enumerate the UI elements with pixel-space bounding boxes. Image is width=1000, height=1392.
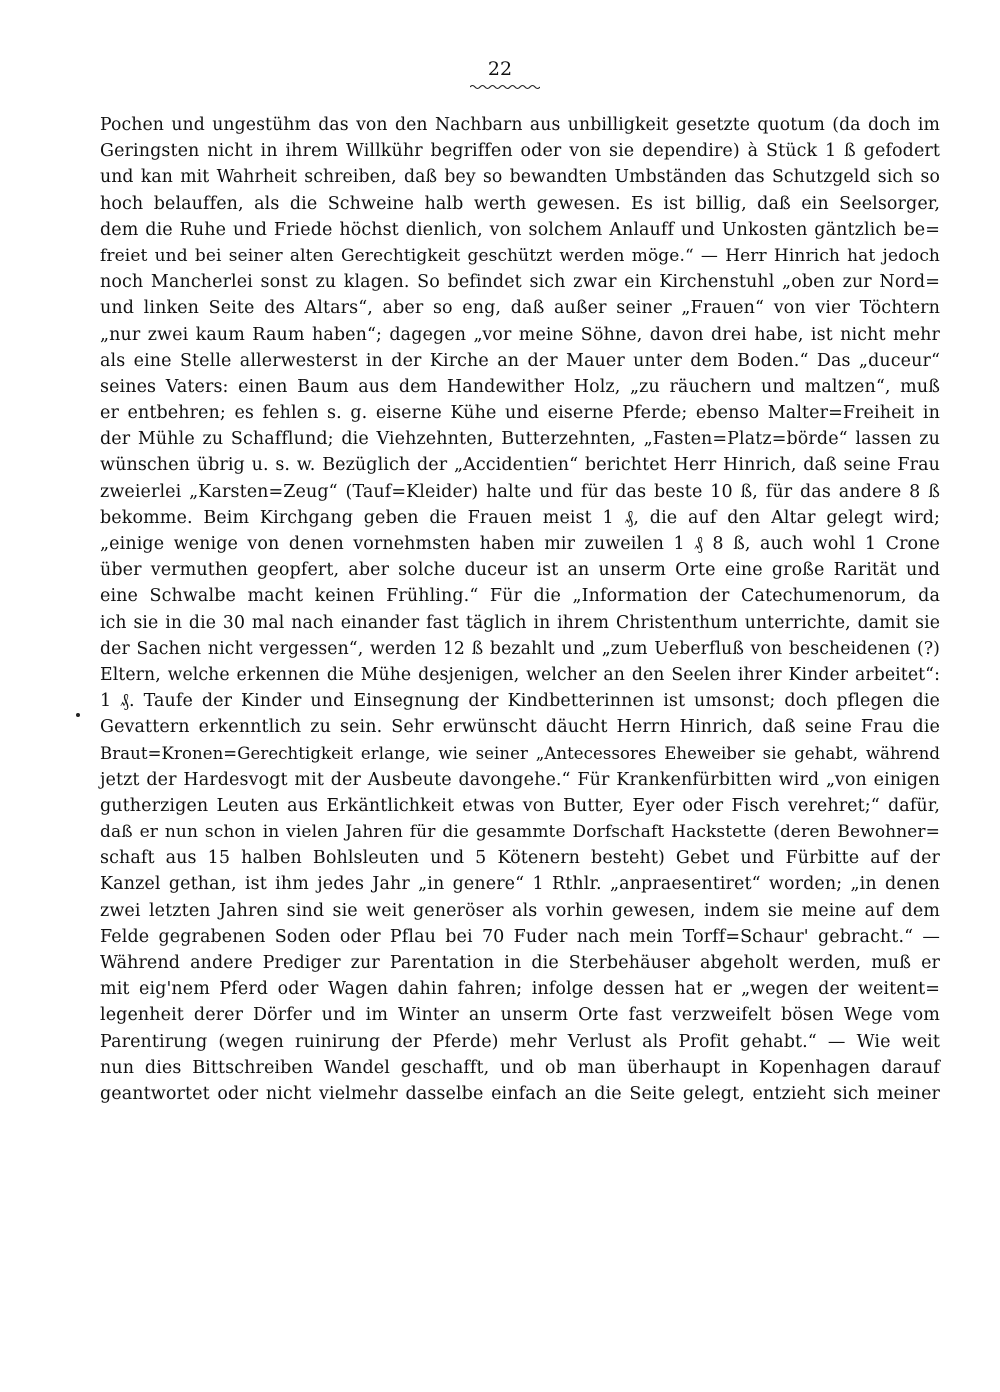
text-line: seines Vaters: einen Baum aus dem Handewither Holz, „zu räuchern und maltzen“, muß	[100, 376, 940, 397]
text-line: noch Mancherlei sonst zu klagen. So befindet sich zwar ein Kirchenstuhl „oben zur Nord=	[100, 272, 940, 293]
text-line: bekomme. Beim Kirchgang geben die Frauen meist 1 ₰, die auf den Altar gelegt wird;	[100, 507, 940, 528]
text-line: jetzt der Hardesvogt mit der Ausbeute davongehe.“ Für Krankenfürbitten wird „von einigen	[100, 769, 940, 790]
text-line: zweierlei „Karsten=Zeug“ (Tauf=Kleider) halte und für das beste 10 ß, für das andere 8 ß	[100, 481, 940, 502]
text-line: Felde gegrabenen Soden oder Pflau bei 70 Fuder nach mein Torff=Schaur' gebracht.“ —	[100, 926, 940, 947]
text-line: Braut=Kronen=Gerechtigkeit erlange, wie seiner „Antecessores Eheweiber sie gehabt, während	[100, 743, 940, 763]
text-line: zwei letzten Jahren sind sie weit generöser als vorhin gewesen, indem sie meine auf dem	[100, 900, 940, 921]
text-line: über vermuthen geopfert, aber solche duceur ist an unserm Orte eine große Rarität und	[100, 560, 940, 581]
text-line: ich sie in die 30 mal nach einander fast täglich in ihrem Christenthum unterrichte, damit sie	[100, 612, 940, 633]
text-line: „einige wenige von denen vornehmsten haben mir zuweilen 1 ₰ 8 ß, auch wohl 1 Crone	[100, 534, 940, 554]
text-line: der Mühle zu Schafflund; die Viehzehnten, Butterzehnten, „Fasten=Platz=börde“ lassen zu	[100, 429, 940, 450]
text-line: gutherzigen Leuten aus Erkäntlichkeit etwas von Butter, Eyer oder Fisch verehret;“ dafür,	[100, 795, 940, 816]
text-line: geantwortet oder nicht vielmehr dasselbe einfach an die Seite gelegt, entzieht sich meiner	[100, 1083, 940, 1104]
text-line: er entbehren; es fehlen s. g. eiserne Kühe und eiserne Pferde; ebenso Malter=Freiheit in	[100, 403, 940, 424]
text-line: der Sachen nicht vergessen“, werden 12 ß bezahlt und „zum Ueberfluß von bescheidenen (?)	[100, 638, 940, 659]
page-header	[0, 58, 1000, 80]
text-line: schaft aus 15 halben Bohlsleuten und 5 Kötenern besteht) Gebet und Fürbitte auf der	[100, 848, 940, 869]
text-line: wünschen übrig u. s. w. Bezüglich der „Accidentien“ berichtet Herr Hinrich, daß seine Frau	[100, 455, 940, 476]
text-line: Parentirung (wegen ruinirung der Pferde) mehr Verlust als Profit gehabt.“ — Wie weit	[100, 1031, 940, 1052]
page-number: 22	[487, 58, 513, 80]
text-line: als eine Stelle allerwesterst in der Kirche an der Mauer unter dem Boden.“ Das „duceur“	[100, 350, 940, 371]
text-line: und linken Seite des Altars“, aber so eng, daß außer seiner „Frauen“ von vier Töchtern	[100, 298, 940, 319]
margin-mark	[76, 713, 80, 717]
text-line: dem die Ruhe und Friede höchst dienlich, von solchem Anlauff und Unkosten gäntzlich be=	[100, 219, 940, 240]
text-line: 1 ₰. Taufe der Kinder und Einsegnung der Kindbetterinnen ist umsonst; doch pflegen die	[100, 691, 940, 712]
text-line: Eltern, welche erkennen die Mühe desjenigen, welcher an den Seelen ihrer Kinder arbeitet“:	[100, 664, 940, 685]
text-line: Kanzel gethan, ist ihm jedes Jahr „in genere“ 1 Rthlr. „anpraesentiret“ worden; „in denen	[100, 874, 940, 895]
text-line: nun dies Bittschreiben Wandel geschafft, und ob man überhaupt in Kopenhagen darauf	[100, 1057, 940, 1078]
text-line: Während andere Prediger zur Parentation in die Sterbehäuser abgeholt werden, muß er	[100, 953, 940, 973]
text-line: freiet und bei seiner alten Gerechtigkeit geschützt werden möge.“ — Herr Hinrich hat jedoch	[100, 245, 940, 266]
text-line: daß er nun schon in vielen Jahren für die gesammte Dorfschaft Hackstette (deren Bewohner=	[100, 822, 940, 843]
wavy-rule-ornament	[470, 83, 540, 91]
text-line: Geringsten nicht in ihrem Willkühr begriffen oder von sie dependire) à Stück 1 ß gefodert	[100, 141, 940, 162]
text-line: „nur zwei kaum Raum haben“; dagegen „vor meine Söhne, davon drei habe, ist nicht mehr	[100, 324, 940, 345]
body-text	[100, 112, 940, 1107]
text-line: eine Schwalbe macht keinen Frühling.“ Für die „Information der Catechumenorum, da	[100, 586, 940, 607]
text-line: und kan mit Wahrheit schreiben, daß bey so bewandten Umbständen das Schutzgeld sich so	[100, 167, 940, 188]
text-line: Pochen und ungestühm das von den Nachbarn aus unbilligkeit gesetzte quotum (da doch im	[100, 115, 940, 135]
text-line: Gevattern erkenntlich zu sein. Sehr erwünscht däucht Herrn Hinrich, daß seine Frau die	[100, 717, 940, 738]
text-line: hoch belauffen, als die Schweine halb werth gewesen. Es ist billig, daß ein Seelsorger,	[100, 193, 940, 214]
text-line: mit eig'nem Pferd oder Wagen dahin fahren; infolge dessen hat er „wegen der weitent=	[100, 979, 940, 1000]
text-line: legenheit derer Dörfer und im Winter an unserm Orte fast verzweifelt bösen Wege vom	[100, 1005, 940, 1026]
